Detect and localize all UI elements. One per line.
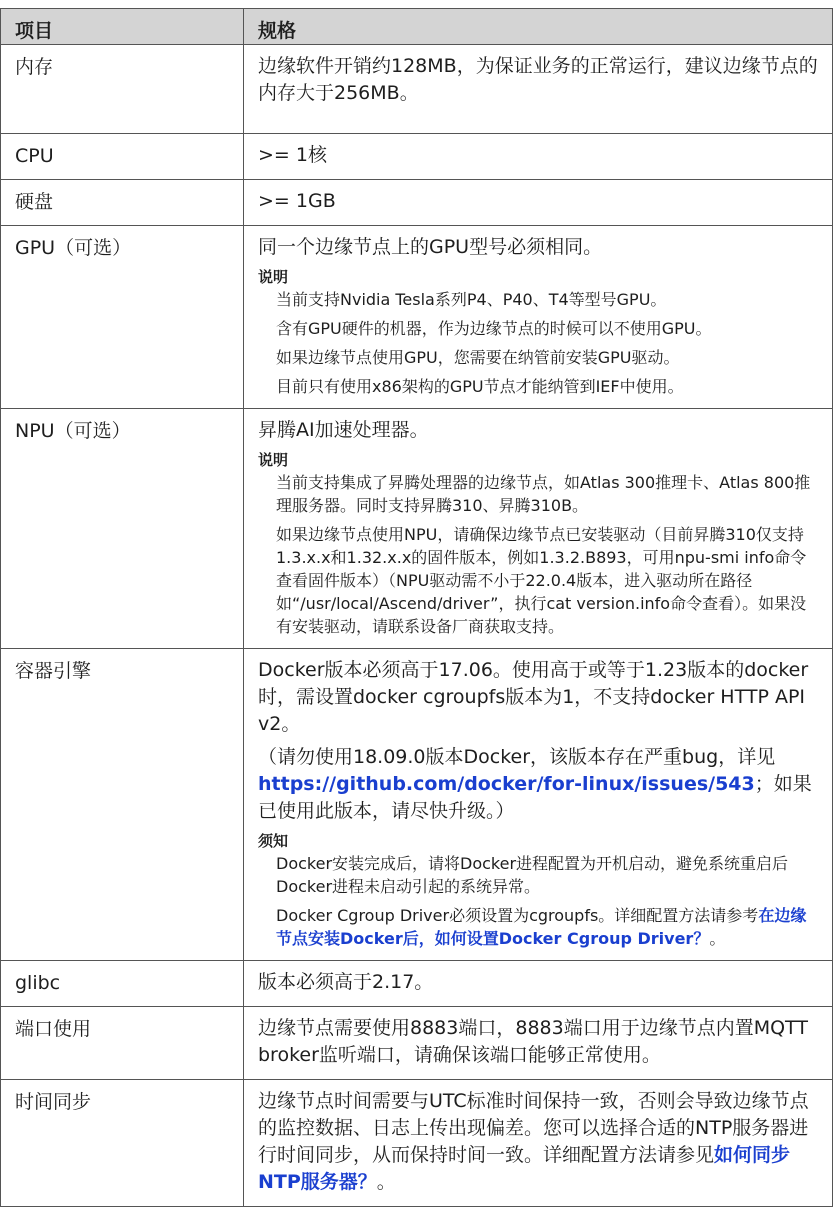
table-row bbox=[1, 1007, 833, 1080]
spec-engine bbox=[244, 649, 833, 961]
table-row bbox=[1, 226, 833, 409]
spec-text: 同一个边缘节点上的GPU型号必须相同。 bbox=[258, 236, 603, 258]
item-port: 端口使用 bbox=[1, 1007, 244, 1080]
item-disk: 硬盘 bbox=[1, 180, 244, 226]
note-body bbox=[258, 288, 822, 398]
cgroup-driver-link[interactable]: 在边缘节点安装Docker后，如何设置Docker Cgroup Driver？ bbox=[276, 906, 807, 948]
item-npu: NPU（可选） bbox=[1, 409, 244, 649]
note-body bbox=[258, 471, 822, 638]
spec-glibc bbox=[244, 961, 833, 1007]
spec-text: Docker版本必须高于17.06。使用高于或等于1.23版本的docker时，需设置docker cgroupfs版本为1，不支持docker HTTP API v2。 bbox=[258, 659, 809, 735]
text-segment: ；如果已使用此版本，请尽快升级。） bbox=[258, 773, 812, 822]
note-item: 如果边缘节点使用GPU，您需要在纳管前安装GPU驱动。 bbox=[276, 348, 680, 367]
spec-disk bbox=[244, 180, 833, 226]
item-gpu: GPU（可选） bbox=[1, 226, 244, 409]
table-row bbox=[1, 134, 833, 180]
note-title: 说明 bbox=[258, 268, 289, 286]
note-title: 须知 bbox=[258, 832, 289, 850]
item-time: 时间同步 bbox=[1, 1080, 244, 1207]
note-title: 说明 bbox=[258, 451, 289, 469]
item-glibc: glibc bbox=[1, 961, 244, 1007]
spec-text: 边缘软件开销约128MB，为保证业务的正常运行，建议边缘节点的内存大于256MB。 bbox=[258, 55, 818, 104]
table-row bbox=[1, 45, 833, 134]
table-row bbox=[1, 961, 833, 1007]
note-item: 如果边缘节点使用NPU，请确保边缘节点已安装驱动（目前昇腾310仅支持1.3.x.x和1.32.x.x的固件版本，例如1.3.2.B893，可用npu-smi info命令查看固件版本）（NPU驱动需不小于22.0.4版本，进入驱动所在路径如“/usr/local/Ascend/driver”，执行cat version.info命令查看）。如果没有安装驱动，请联系设备厂商获取支持。 bbox=[276, 525, 807, 636]
text-segment: 。 bbox=[376, 1171, 396, 1193]
requirements-table bbox=[0, 8, 833, 1207]
item-cpu: CPU bbox=[1, 134, 244, 180]
item-memory: 内存 bbox=[1, 45, 244, 134]
table-row bbox=[1, 649, 833, 961]
spec-text: 边缘节点需要使用8883端口，8883端口用于边缘节点内置MQTT broker监听端口，请确保该端口能够正常使用。 bbox=[258, 1017, 808, 1066]
header-row bbox=[1, 9, 833, 45]
table-row bbox=[1, 180, 833, 226]
text-segment: 。 bbox=[709, 929, 726, 948]
spec-text bbox=[258, 1088, 822, 1196]
spec-text-warning bbox=[258, 744, 822, 825]
spec-text: 昇腾AI加速处理器。 bbox=[258, 419, 429, 441]
spec-memory bbox=[244, 45, 833, 134]
note-item: Docker安装完成后，请将Docker进程配置为开机启动，避免系统重启后Docker进程未启动引起的系统异常。 bbox=[276, 854, 789, 896]
spec-text: >= 1核 bbox=[258, 144, 327, 166]
ntp-link[interactable]: 如何同步NTP服务器？ bbox=[258, 1144, 791, 1193]
item-engine: 容器引擎 bbox=[1, 649, 244, 961]
header-spec: 规格 bbox=[244, 9, 833, 45]
note-item: 当前支持集成了昇腾处理器的边缘节点，如Atlas 300推理卡、Atlas 800推理服务器。同时支持昇腾310、昇腾310B。 bbox=[276, 473, 811, 515]
text-segment: 边缘节点时间需要与UTC标准时间保持一致，否则会导致边缘节点的监控数据、日志上传出现偏差。您可以选择合适的NTP服务器进行时间同步，从而保持时间一致。详细配置方法请参见 bbox=[258, 1090, 809, 1166]
note-item: 当前支持Nvidia Tesla系列P4、P40、T4等型号GPU。 bbox=[276, 290, 667, 309]
note-item: 目前只有使用x86架构的GPU节点才能纳管到IEF中使用。 bbox=[276, 377, 684, 396]
spec-text: 版本必须高于2.17。 bbox=[258, 971, 434, 993]
spec-text: >= 1GB bbox=[258, 190, 336, 212]
spec-time bbox=[244, 1080, 833, 1207]
table-row bbox=[1, 409, 833, 649]
spec-gpu bbox=[244, 226, 833, 409]
note-body bbox=[258, 852, 822, 950]
spec-npu bbox=[244, 409, 833, 649]
spec-cpu bbox=[244, 134, 833, 180]
text-segment: Docker Cgroup Driver必须设置为cgroupfs。详细配置方法请参考 bbox=[276, 906, 759, 925]
text-segment: （请勿使用18.09.0版本Docker，该版本存在严重bug，详见 bbox=[258, 746, 776, 768]
docker-issue-link[interactable]: https://github.com/docker/for-linux/issues/543 bbox=[258, 773, 755, 795]
table-row bbox=[1, 1080, 833, 1207]
header-item: 项目 bbox=[1, 9, 244, 45]
note-item: 含有GPU硬件的机器，作为边缘节点的时候可以不使用GPU。 bbox=[276, 319, 712, 338]
note-item bbox=[276, 904, 822, 950]
spec-port bbox=[244, 1007, 833, 1080]
